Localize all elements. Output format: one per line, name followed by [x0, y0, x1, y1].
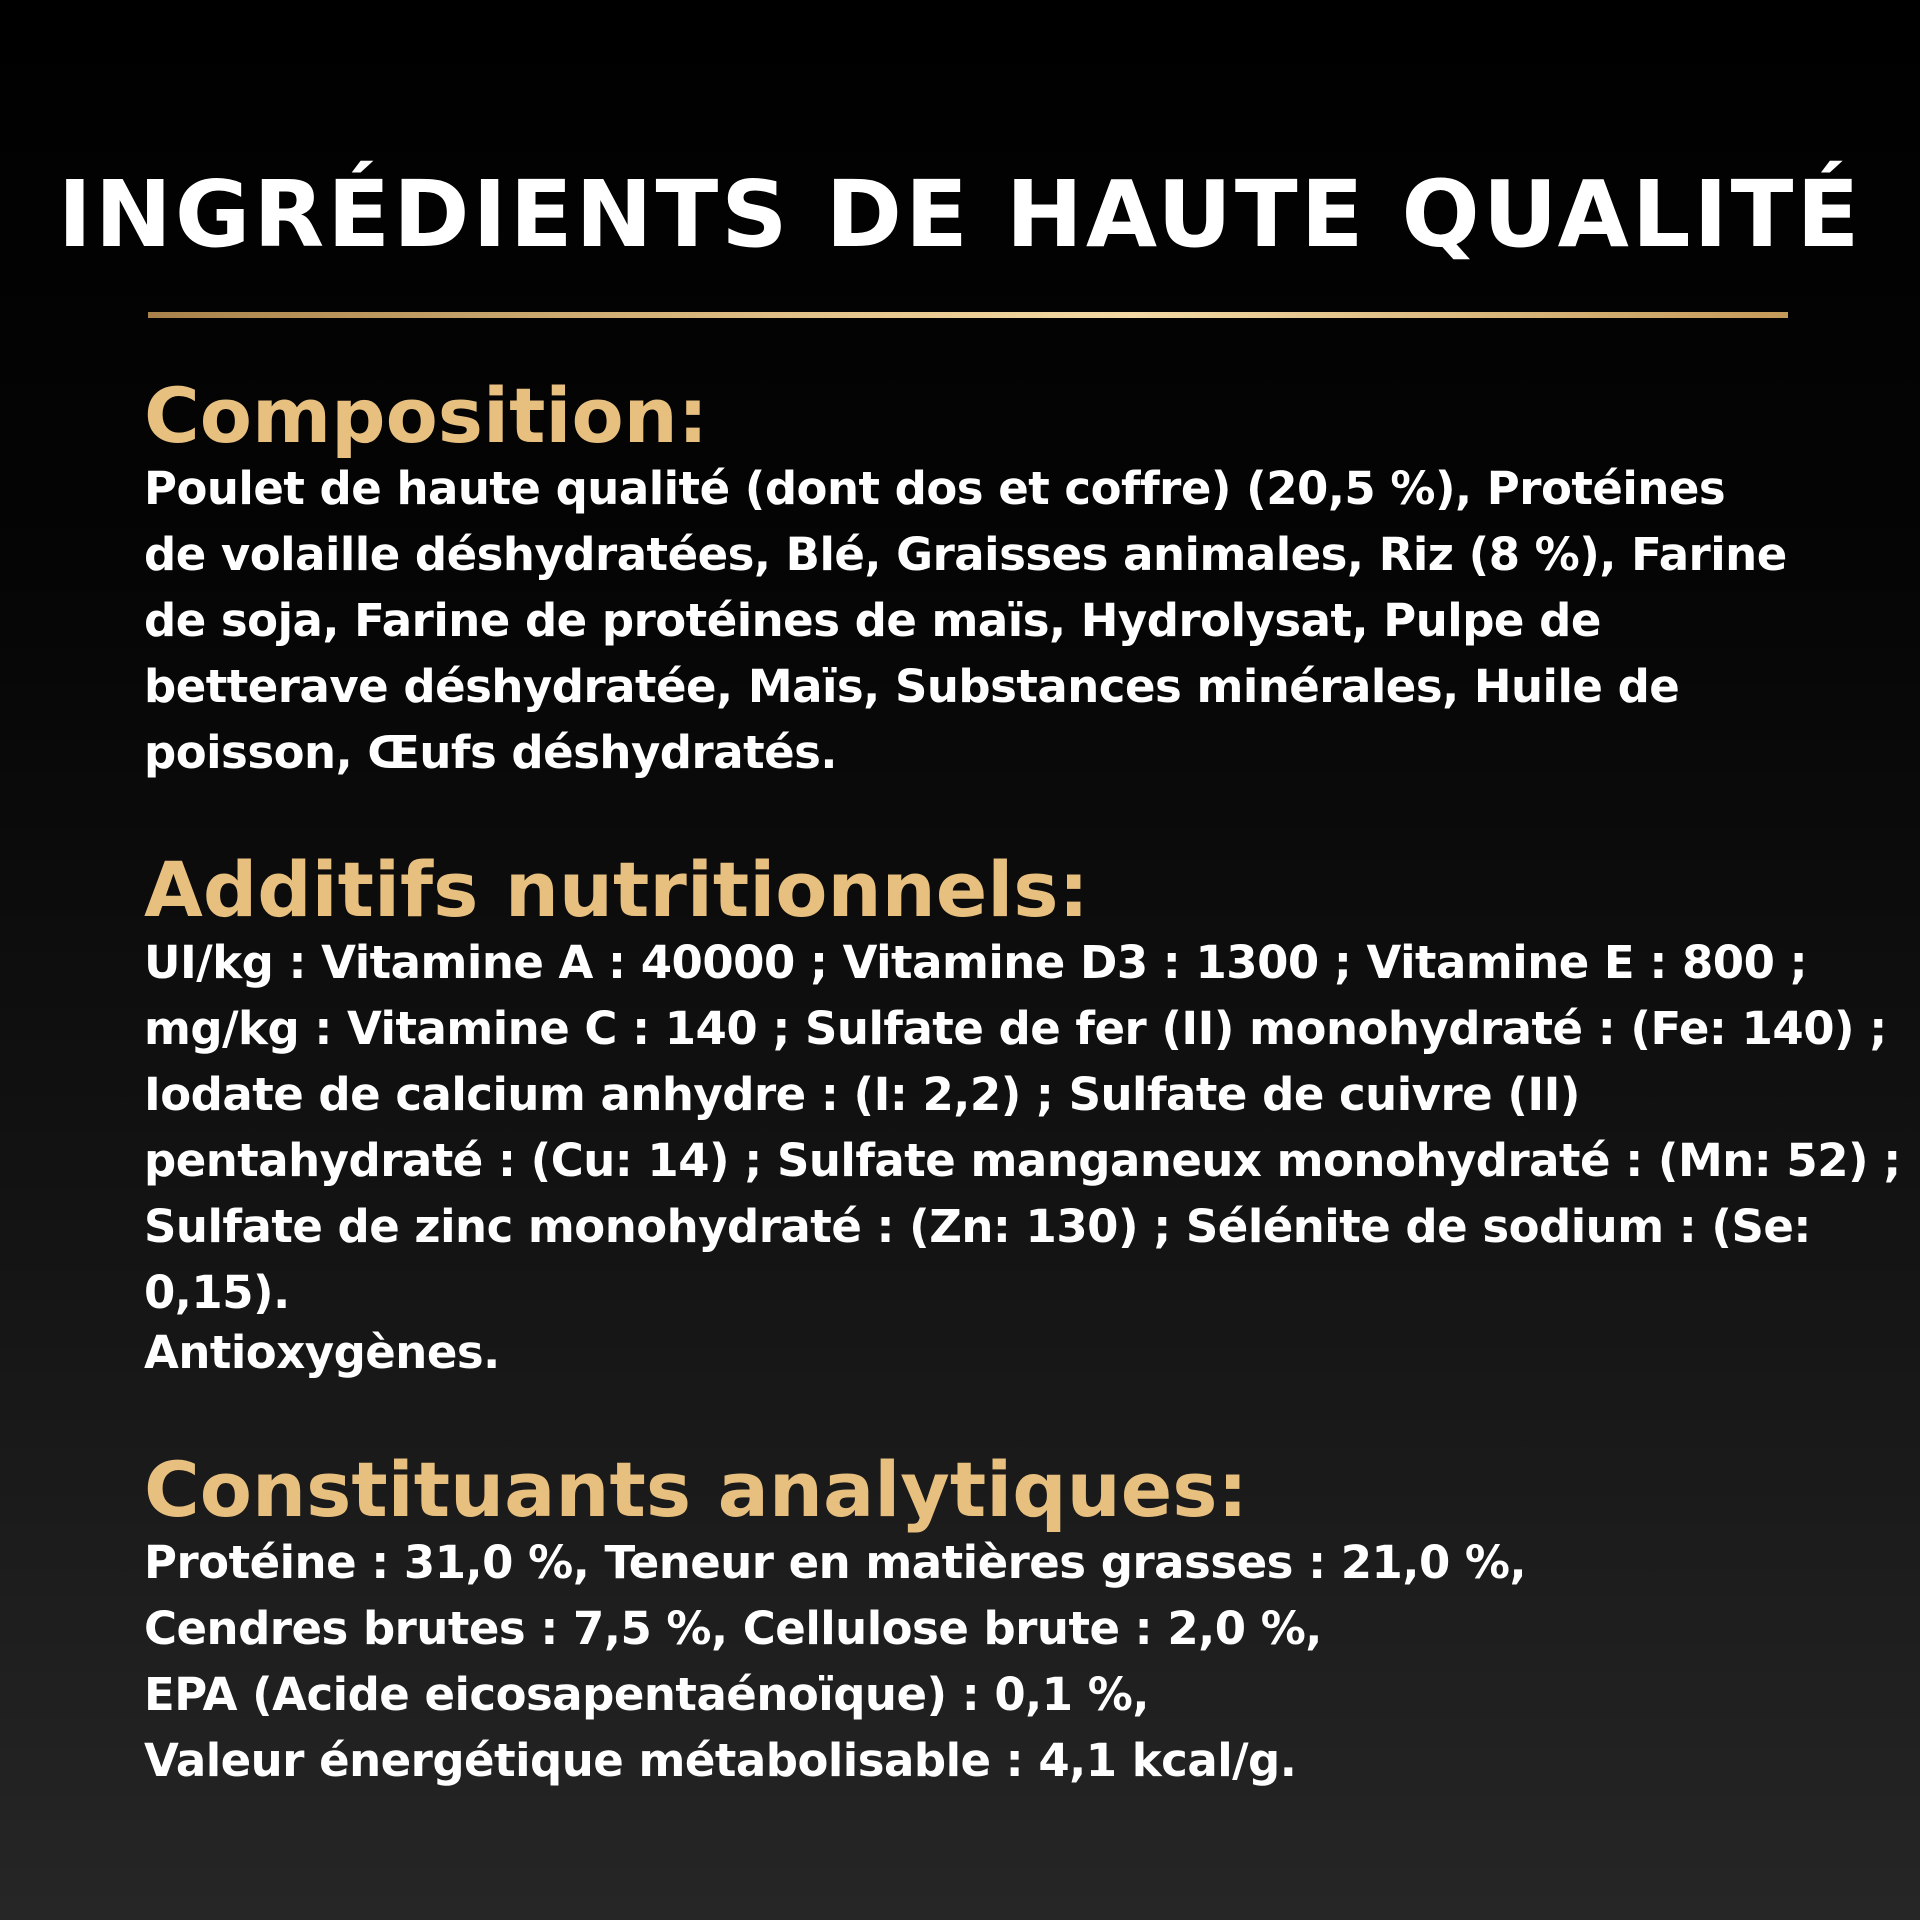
additives-line: 0,15).: [144, 1266, 290, 1319]
analytical-line: EPA (Acide eicosapentaénoïque) : 0,1 %,: [144, 1668, 1149, 1721]
gold-divider: [148, 312, 1788, 318]
additives-line: Iodate de calcium anhydre : (I: 2,2) ; Sulfate de cuivre (II): [144, 1068, 1580, 1121]
additives-text: [144, 930, 1901, 1326]
composition-section: [144, 370, 1804, 786]
analytical-text: [144, 1530, 1804, 1794]
composition-heading: Composition:: [144, 371, 709, 460]
composition-line: poisson, Œufs déshydratés.: [144, 726, 837, 779]
additives-heading: Additifs nutritionnels:: [144, 845, 1089, 934]
analytical-line: Cendres brutes : 7,5 %, Cellulose brute : 2,0 %,: [144, 1602, 1322, 1655]
analytical-section: [144, 1444, 1804, 1794]
additives-line: mg/kg : Vitamine C : 140 ; Sulfate de fer (II) monohydraté : (Fe: 140) ;: [144, 1002, 1887, 1055]
composition-line: betterave déshydratée, Maïs, Substances minérales, Huile de: [144, 660, 1680, 713]
analytical-heading: Constituants analytiques:: [144, 1445, 1248, 1534]
additives-line: pentahydraté : (Cu: 14) ; Sulfate manganeux monohydraté : (Mn: 52) ;: [144, 1134, 1901, 1187]
additives-section: [144, 844, 1901, 1386]
composition-line: de volaille déshydratées, Blé, Graisses animales, Riz (8 %), Farine: [144, 528, 1787, 581]
additives-line: Sulfate de zinc monohydraté : (Zn: 130) ; Sélénite de sodium : (Se:: [144, 1200, 1811, 1253]
composition-line: Poulet de haute qualité (dont dos et coffre) (20,5 %), Protéines: [144, 462, 1726, 515]
analytical-line: Valeur énergétique métabolisable : 4,1 kcal/g.: [144, 1734, 1297, 1787]
page-title: INGRÉDIENTS DE HAUTE QUALITÉ: [57, 161, 1863, 268]
antioxidants-text: Antioxygènes.: [144, 1326, 500, 1379]
composition-text: [144, 456, 1804, 786]
analytical-line: Protéine : 31,0 %, Teneur en matières grasses : 21,0 %,: [144, 1536, 1527, 1589]
content-area: [144, 370, 1901, 1794]
composition-line: de soja, Farine de protéines de maïs, Hydrolysat, Pulpe de: [144, 594, 1601, 647]
additives-line: UI/kg : Vitamine A : 40000 ; Vitamine D3 : 1300 ; Vitamine E : 800 ;: [144, 936, 1808, 989]
